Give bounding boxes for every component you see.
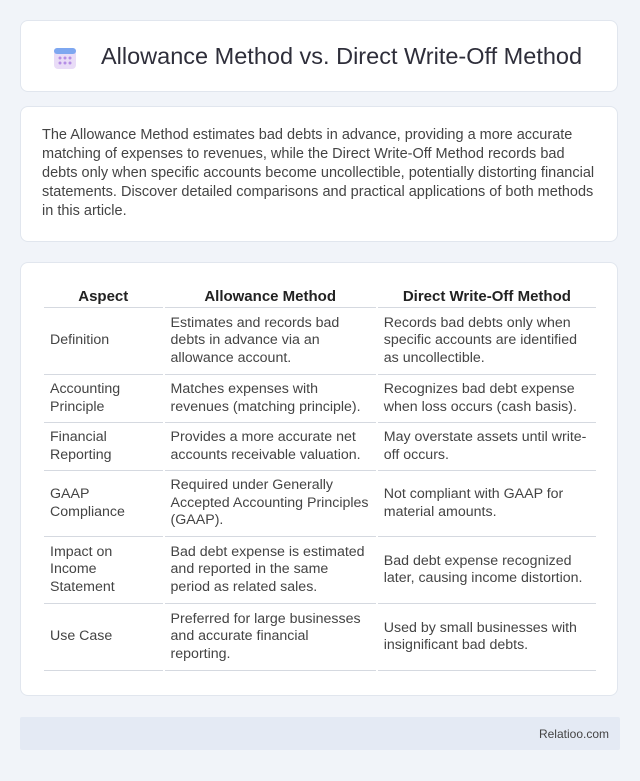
allowance-cell: Required under Generally Accepted Accounting Principles (GAAP). — [165, 471, 376, 537]
calendar-grid-icon — [53, 46, 77, 70]
direct-writeoff-cell: May overstate assets until write-off occurs. — [378, 423, 596, 471]
table-row — [44, 375, 596, 423]
allowance-cell: Preferred for large businesses and accurate financial reporting. — [165, 604, 376, 671]
aspect-cell: Financial Reporting — [44, 423, 163, 471]
title-card — [20, 20, 618, 92]
table-row — [44, 604, 596, 671]
direct-writeoff-cell: Not compliant with GAAP for material amounts. — [378, 471, 596, 537]
table-row — [44, 423, 596, 471]
direct-writeoff-cell: Recognizes bad debt expense when loss occurs (cash basis). — [378, 375, 596, 423]
allowance-cell: Estimates and records bad debts in advance via an allowance account. — [165, 308, 376, 375]
intro-card — [20, 106, 618, 242]
aspect-cell: Definition — [44, 308, 163, 375]
aspect-cell: GAAP Compliance — [44, 471, 163, 537]
footer-brand: Relatioo.com — [538, 727, 609, 741]
allowance-cell: Bad debt expense is estimated and reported in the same period as related sales. — [165, 537, 376, 604]
page-title: Allowance Method vs. Direct Write-Off Method — [101, 43, 583, 69]
aspect-cell: Impact on Income Statement — [44, 537, 163, 604]
aspect-cell: Use Case — [44, 604, 163, 671]
allowance-cell: Provides a more accurate net accounts receivable valuation. — [165, 423, 376, 471]
comparison-table — [42, 285, 598, 671]
column-header: Aspect — [44, 285, 163, 308]
column-header: Allowance Method — [165, 285, 376, 308]
comparison-card — [20, 262, 618, 696]
intro-paragraph: The Allowance Method estimates bad debts in advance, providing a more accurate matching of expenses to revenues, while the Direct Write-Off Method records bad debts only when specific accounts become uncollectible, potentially distorting financial statements. Discover detailed comparisons and practical applications of both methods in this article. — [42, 127, 595, 219]
table-row — [44, 471, 596, 537]
table-row — [44, 308, 596, 375]
allowance-cell: Matches expenses with revenues (matching principle). — [165, 375, 376, 423]
footer-bar — [20, 717, 620, 750]
table-row — [44, 537, 596, 604]
aspect-cell: Accounting Principle — [44, 375, 163, 423]
direct-writeoff-cell: Used by small businesses with insignificant bad debts. — [378, 604, 596, 671]
direct-writeoff-cell: Records bad debts only when specific accounts are identified as uncollectible. — [378, 308, 596, 375]
table-header-row — [44, 285, 596, 308]
direct-writeoff-cell: Bad debt expense recognized later, causing income distortion. — [378, 537, 596, 604]
column-header: Direct Write-Off Method — [378, 285, 596, 308]
